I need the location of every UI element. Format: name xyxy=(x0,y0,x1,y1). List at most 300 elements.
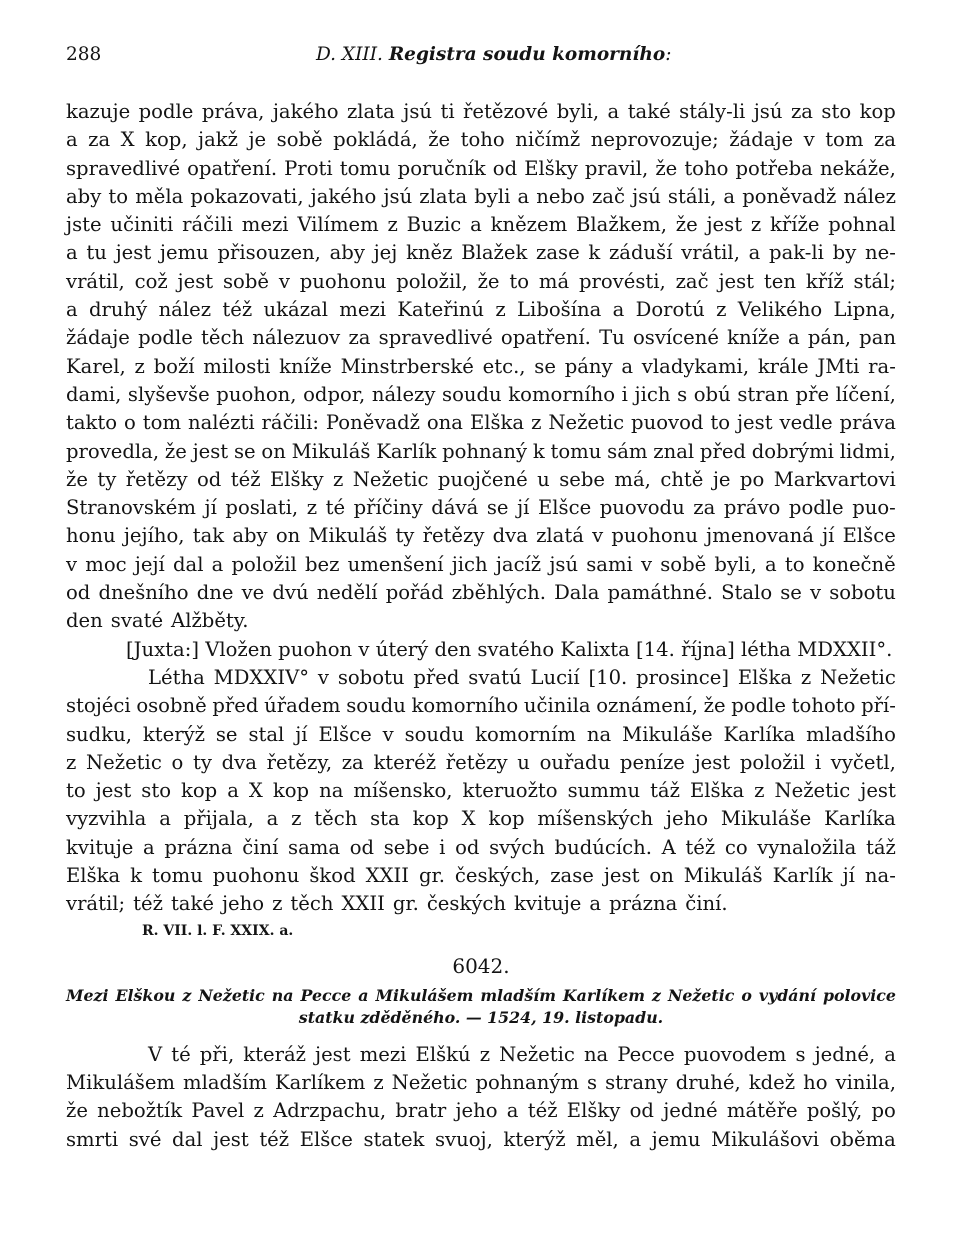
word: potřeba xyxy=(735,156,813,180)
text-line xyxy=(66,777,896,805)
summary-word: Elškou xyxy=(115,985,176,1005)
word: to xyxy=(784,552,805,576)
word: jest xyxy=(192,439,229,463)
word: sobě xyxy=(223,269,269,293)
word: dal xyxy=(172,552,204,576)
word: summu xyxy=(567,779,641,803)
summary-word: Mezi xyxy=(66,985,109,1005)
word: Vilímem xyxy=(297,213,379,237)
word: práva, xyxy=(201,100,265,123)
text-line xyxy=(66,239,896,267)
word: svaté xyxy=(110,609,164,633)
word: vladykami, xyxy=(641,354,750,378)
word: tom xyxy=(825,128,864,152)
word: kterýž xyxy=(503,1127,566,1151)
word: k xyxy=(588,241,601,265)
word: s xyxy=(677,382,688,406)
word: činí. xyxy=(685,892,728,916)
document-summary-line-2: statku zděděného. — 1524, 19. listopadu. xyxy=(298,1007,664,1027)
word: od xyxy=(455,835,480,859)
word: Lucií xyxy=(530,665,580,689)
word: Elška xyxy=(469,411,525,435)
word: sta xyxy=(370,807,400,831)
word: pohnaný xyxy=(442,439,528,463)
word: jedné, xyxy=(814,1042,876,1066)
word: Lipna, xyxy=(833,298,896,322)
word: i xyxy=(439,835,446,859)
word: Elškú xyxy=(415,1042,471,1066)
word: jste xyxy=(66,213,102,237)
word: ra- xyxy=(868,354,896,378)
word: Nežetic xyxy=(774,779,851,803)
word: dvú xyxy=(272,581,309,605)
word: dne xyxy=(196,581,234,605)
word: kteréž xyxy=(373,750,437,774)
word: jeho xyxy=(455,1099,498,1123)
word: vrátil, xyxy=(66,269,125,293)
summary-word: Pecce xyxy=(300,985,352,1005)
text-line xyxy=(66,1069,896,1097)
word: komorního xyxy=(508,382,616,406)
word: toho xyxy=(684,156,729,180)
word: nebo xyxy=(536,184,585,208)
word: X xyxy=(120,128,135,152)
word: peníze xyxy=(619,750,685,774)
word: jí xyxy=(204,496,217,520)
word: jmenovaná xyxy=(706,524,814,548)
word: kterýž xyxy=(142,722,205,746)
running-head xyxy=(66,44,896,84)
word: dal xyxy=(172,1127,203,1151)
summary-word: polovice xyxy=(822,985,896,1005)
word: zlatá xyxy=(536,524,584,548)
word: ukázal xyxy=(263,298,328,322)
word: nedělí xyxy=(316,581,378,605)
word: za xyxy=(873,128,896,152)
word: svuoj, xyxy=(435,1127,493,1151)
word: jich xyxy=(451,552,488,576)
word: Nežetic xyxy=(352,467,429,491)
word: Stranovském xyxy=(66,496,196,520)
word: Mikuláš xyxy=(683,864,763,888)
word: míšenských xyxy=(537,807,654,831)
word: a xyxy=(764,552,777,576)
word: Elšce xyxy=(299,1127,353,1151)
word: Nežetic xyxy=(548,411,625,435)
word: on xyxy=(275,524,301,548)
word: a xyxy=(159,807,171,831)
text-line xyxy=(66,805,896,833)
word: žádaje xyxy=(66,326,130,350)
word: stal xyxy=(248,722,285,746)
word: MDXXIV° xyxy=(213,665,310,689)
word: měl, xyxy=(576,1127,619,1151)
word: že xyxy=(428,128,451,152)
word: z xyxy=(373,1070,384,1094)
text-line xyxy=(66,607,896,635)
juxta-text: [Juxta:] Vložen puohon v úterý den svatého Kalixta [14. října] létha MDXXII°. xyxy=(126,637,893,661)
text-line xyxy=(66,551,896,579)
word: komorním xyxy=(475,722,577,746)
word: to xyxy=(710,411,731,435)
word: tak xyxy=(192,524,225,548)
word: mezi xyxy=(359,1042,407,1066)
word: kop xyxy=(181,779,218,803)
word: učinila xyxy=(523,694,591,718)
word: jest xyxy=(315,1042,351,1066)
word: pošlý, xyxy=(806,1099,863,1123)
word: před xyxy=(699,439,746,463)
word: i xyxy=(621,382,628,406)
word: podle xyxy=(138,326,193,350)
word: Nežetic xyxy=(820,665,896,689)
word: od xyxy=(492,156,518,180)
word: za xyxy=(341,750,364,774)
word: sobotu xyxy=(337,665,405,689)
word: chtě xyxy=(660,467,704,491)
word: z xyxy=(716,298,727,322)
word: jeho xyxy=(665,807,709,831)
word: pán, xyxy=(807,326,851,350)
word: strany xyxy=(605,1070,668,1094)
word: XXII xyxy=(365,864,409,888)
text-line xyxy=(66,721,896,749)
word: míšensko, xyxy=(353,779,453,803)
summary-word: Mikulášem xyxy=(375,985,474,1005)
word: prázna xyxy=(609,892,678,916)
word: také xyxy=(627,100,671,123)
word: se xyxy=(233,439,256,463)
text-line xyxy=(66,211,896,239)
word: sebe xyxy=(559,467,605,491)
text-line xyxy=(66,522,896,550)
word: sebe xyxy=(383,835,430,859)
word: ty xyxy=(192,750,212,774)
word: jejího, xyxy=(123,524,185,548)
word: škod xyxy=(309,864,356,888)
word: a xyxy=(589,892,602,916)
word: to xyxy=(66,779,86,803)
word: Mikuláše xyxy=(622,722,713,746)
word: opatření. xyxy=(187,156,278,180)
word: dává xyxy=(431,496,479,520)
word: svých xyxy=(489,835,545,859)
word: V xyxy=(148,1042,163,1066)
word: řetězové xyxy=(463,100,549,123)
word: vrátil; xyxy=(66,892,126,916)
word: puohonu xyxy=(299,269,387,293)
word: druhý xyxy=(89,298,148,322)
word: nalézti xyxy=(187,411,255,435)
word: nebožtík xyxy=(97,1099,183,1123)
word: jest xyxy=(694,750,731,774)
word: činí xyxy=(242,835,279,859)
word: X xyxy=(461,807,476,831)
word: u xyxy=(537,467,550,491)
summary-word: Nežetic xyxy=(667,985,735,1005)
word: o xyxy=(171,750,184,774)
word: se xyxy=(534,354,556,378)
word: takto xyxy=(66,411,118,435)
text-line xyxy=(66,353,896,381)
text-line xyxy=(66,155,896,183)
word: vynaložila xyxy=(757,835,857,859)
word: [10. xyxy=(588,665,628,689)
word: jakého xyxy=(310,184,377,208)
word: z xyxy=(66,750,77,774)
word: ničímž xyxy=(515,128,581,152)
word: a xyxy=(266,807,279,831)
text-line xyxy=(66,862,896,890)
text-line xyxy=(66,890,896,918)
word: lidmi, xyxy=(839,439,896,463)
word: nekáže, xyxy=(819,156,896,180)
word: byli, xyxy=(556,100,600,123)
word: Karlík xyxy=(376,439,437,463)
word: v xyxy=(810,581,822,605)
word: ráčili xyxy=(182,213,233,237)
word: kníže xyxy=(727,326,780,350)
word: Dala xyxy=(554,581,600,605)
word: puovod xyxy=(631,411,704,435)
word: XXII xyxy=(341,892,385,916)
word: Velikého xyxy=(737,298,823,322)
word: z xyxy=(291,807,302,831)
word: v xyxy=(803,128,815,152)
word: tom xyxy=(142,411,182,435)
word: oběma xyxy=(829,1127,896,1151)
word: pány xyxy=(564,354,613,378)
word: zlata xyxy=(346,100,395,123)
word: on xyxy=(261,439,286,463)
word: bez xyxy=(304,552,340,576)
word: z xyxy=(332,467,344,491)
word: kteruožto xyxy=(462,779,558,803)
word: Nežetic xyxy=(86,750,162,774)
word: jakého xyxy=(272,100,339,123)
word: jest xyxy=(706,213,743,237)
word: mátěře xyxy=(726,1099,798,1123)
word: jsú xyxy=(632,184,661,208)
word: jej xyxy=(373,241,398,265)
word: jest xyxy=(95,779,132,803)
word: po xyxy=(739,467,765,491)
word: puo- xyxy=(852,496,896,520)
word: Kateřinú xyxy=(397,298,485,322)
word: a xyxy=(884,1042,896,1066)
word: po xyxy=(871,1099,896,1123)
word: a xyxy=(470,213,482,237)
word: těch xyxy=(290,892,334,916)
word: obú xyxy=(693,382,731,406)
word: té xyxy=(171,1042,191,1066)
text-line xyxy=(66,692,896,720)
word: právo xyxy=(723,496,781,520)
word: statek xyxy=(363,1127,425,1151)
word: Elšce xyxy=(537,496,592,520)
word: v xyxy=(278,269,290,293)
word: odpor, xyxy=(303,382,366,406)
word: také xyxy=(170,892,214,916)
word: kop xyxy=(488,807,525,831)
text-line xyxy=(66,1126,896,1154)
word: Mikulášovi xyxy=(711,1127,820,1151)
word: nálezuov xyxy=(252,326,341,350)
word: táž xyxy=(866,835,896,859)
word: jí xyxy=(295,722,308,746)
word: X xyxy=(248,779,263,803)
word: řetězy xyxy=(422,524,485,548)
word: jest xyxy=(718,269,755,293)
word: sobě xyxy=(660,552,707,576)
word: kteráž xyxy=(243,1042,306,1066)
word: že xyxy=(655,156,678,180)
word: podle xyxy=(138,100,194,123)
word: k xyxy=(532,439,545,463)
page-number: 288 xyxy=(66,44,102,65)
word: její xyxy=(134,552,165,576)
word: a xyxy=(788,326,800,350)
title-main: Registra soudu komorního xyxy=(388,44,666,65)
word: jest xyxy=(603,864,640,888)
word: jakž xyxy=(198,128,238,152)
word: že xyxy=(703,694,726,718)
word: což xyxy=(134,269,168,293)
summary-word: a xyxy=(358,985,369,1005)
body-paragraph xyxy=(66,98,896,636)
word: Elšce xyxy=(318,722,372,746)
word: aby xyxy=(232,524,268,548)
word: moc xyxy=(85,552,127,576)
word: za xyxy=(790,100,813,123)
word: prosince] xyxy=(636,665,729,689)
archive-reference xyxy=(66,919,896,943)
word: krále xyxy=(757,354,809,378)
word: ty xyxy=(395,524,415,548)
word: puohonu xyxy=(611,524,698,548)
word: od xyxy=(196,467,222,491)
word: ty xyxy=(97,467,117,491)
word: Poněvadž xyxy=(325,411,420,435)
word: puojčené xyxy=(437,467,528,491)
word: z xyxy=(253,1099,264,1123)
word: Létha xyxy=(148,665,205,689)
text-line xyxy=(66,296,896,324)
word: jich xyxy=(634,382,671,406)
word: neprovozuje; xyxy=(590,128,719,152)
word: prázna xyxy=(164,835,233,859)
word: puovodem xyxy=(683,1042,787,1066)
word: ouřadu xyxy=(539,750,611,774)
word: těch xyxy=(201,326,245,350)
word: provedla, xyxy=(66,439,160,463)
final-paragraph xyxy=(66,1041,896,1154)
word: učiniti xyxy=(110,213,174,237)
word: gr. xyxy=(392,892,419,916)
word: památhné. xyxy=(607,581,713,605)
reference-text: R. VII. l. F. XXIX. a. xyxy=(142,922,294,939)
word: z xyxy=(800,665,812,689)
word: v xyxy=(66,552,78,576)
word: též xyxy=(527,1099,558,1123)
word: též xyxy=(133,892,163,916)
word: soudu xyxy=(346,694,406,718)
word: sto xyxy=(141,779,172,803)
summary-word: Karlíkem xyxy=(562,985,645,1005)
word: osvícené xyxy=(632,326,719,350)
word: pokládá, xyxy=(333,128,418,152)
word: Karlík xyxy=(772,864,833,888)
word: spravedlivé xyxy=(378,326,493,350)
word: i xyxy=(814,750,822,774)
text-block xyxy=(66,98,896,1154)
text-line xyxy=(66,381,896,409)
text-line xyxy=(66,749,896,777)
summary-word: mladším xyxy=(480,985,556,1005)
running-title xyxy=(316,44,671,65)
word: vyčetl, xyxy=(830,750,896,774)
word: ne- xyxy=(864,241,896,265)
word: má xyxy=(538,269,570,293)
word: zběhlých. xyxy=(451,581,546,605)
word: pan xyxy=(859,326,896,350)
word: a xyxy=(621,354,634,378)
word: táž xyxy=(650,779,680,803)
word: vedle xyxy=(779,411,833,435)
text-line xyxy=(66,409,896,437)
word: českých, xyxy=(454,864,541,888)
word: slyševše xyxy=(127,382,210,406)
word: zase xyxy=(536,241,580,265)
word: je xyxy=(712,467,731,491)
word: jemu xyxy=(651,1127,701,1151)
word: dva xyxy=(492,524,528,548)
word: Karel, xyxy=(66,354,126,378)
word: kříž xyxy=(805,269,844,293)
word: na xyxy=(319,779,344,803)
word: oznámení, xyxy=(596,694,698,718)
word: dva xyxy=(221,750,257,774)
word: toho xyxy=(460,128,505,152)
word: pří- xyxy=(861,694,896,718)
word: že xyxy=(66,1099,88,1123)
word: Nežetic xyxy=(499,1042,575,1066)
word: z xyxy=(134,354,145,378)
word: a xyxy=(211,552,224,576)
word: jí xyxy=(517,496,530,520)
word: mezi xyxy=(339,298,387,322)
word: zlata xyxy=(419,184,468,208)
word: z xyxy=(531,411,542,435)
word: tomu xyxy=(339,156,391,180)
document-number: 6042. xyxy=(452,953,510,978)
word: tu xyxy=(86,241,107,265)
summary-word: z xyxy=(651,985,661,1005)
word: se xyxy=(780,581,802,605)
word: budúcích. xyxy=(554,835,652,859)
word: smrti xyxy=(66,1127,119,1151)
word: Minstrberské xyxy=(340,354,474,378)
word: podle xyxy=(731,694,786,718)
word: jeho xyxy=(221,892,265,916)
word: vrátil, xyxy=(681,241,740,265)
word: Elšky xyxy=(269,467,324,491)
word: dnešního xyxy=(98,581,189,605)
word: k xyxy=(130,864,143,888)
word: boží xyxy=(153,354,195,378)
word: z xyxy=(272,892,283,916)
word: že xyxy=(675,213,698,237)
